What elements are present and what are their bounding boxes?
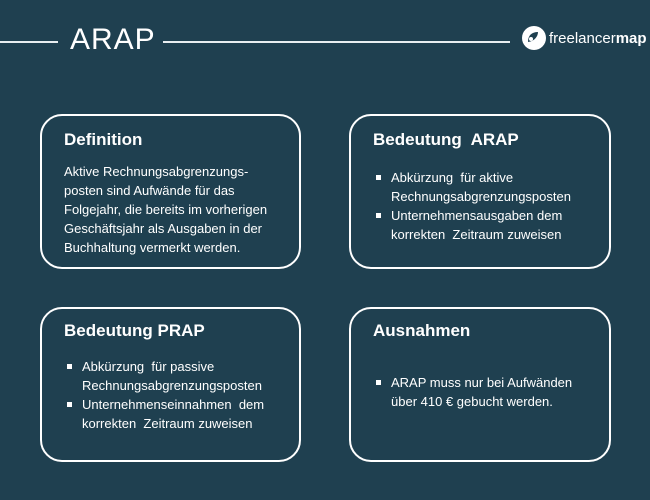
bedeutung-arap-heading: Bedeutung ARAP [373,130,519,149]
list-item-line: Abkürzung für aktive [391,170,514,185]
list-item [373,373,572,411]
logo-wordmark-bold: map [615,29,647,47]
list-item-line: Rechnungsabgrenzungsposten [391,189,571,204]
definition-line: Buchhaltung vermerkt werden. [64,240,241,255]
list-item-line: korrekten Zeitraum zuweisen [82,416,253,431]
list-item-line: Unternehmensausgaben dem [391,208,563,223]
bedeutung-arap-card [349,114,611,269]
header-rule-left [0,41,58,43]
list-item [373,168,571,206]
definition-heading: Definition [64,130,143,149]
list-item-line: korrekten Zeitraum zuweisen [391,227,562,242]
definition-text [64,162,267,257]
ausnahmen-card [349,307,611,462]
definition-line: Folgejahr, die bereits im vorherigen [64,202,268,217]
ausnahmen-heading: Ausnahmen [373,321,471,340]
list-item [64,395,264,433]
logo-wordmark [549,30,647,47]
list-item-line: Abkürzung für passive [82,359,215,374]
header-rule-right [163,41,510,43]
list-item [373,206,571,244]
list-item-line: Unternehmenseinnahmen dem [82,397,265,412]
freelancermap-logo-icon [522,26,546,50]
ausnahmen-list [373,373,572,411]
freelancermap-logo [522,25,647,51]
definition-card [40,114,301,269]
bedeutung-prap-card [40,307,301,462]
list-item-line: ARAP muss nur bei Aufwänden [391,375,573,390]
list-item-line: Rechnungsabgrenzungsposten [82,378,262,393]
list-item [64,357,264,395]
definition-line: Geschäftsjahr als Ausgaben in der [64,221,263,236]
definition-line: posten sind Aufwände für das [64,183,235,198]
definition-line: Aktive Rechnungsabgrenzungs- [64,164,249,179]
bedeutung-prap-list [64,357,264,433]
bedeutung-prap-heading: Bedeutung PRAP [64,321,205,340]
page-title: ARAP [70,23,156,56]
list-item-line: über 410 € gebucht werden. [391,394,553,409]
bedeutung-arap-list [373,168,571,244]
logo-wordmark-light: freelancer [549,29,616,47]
